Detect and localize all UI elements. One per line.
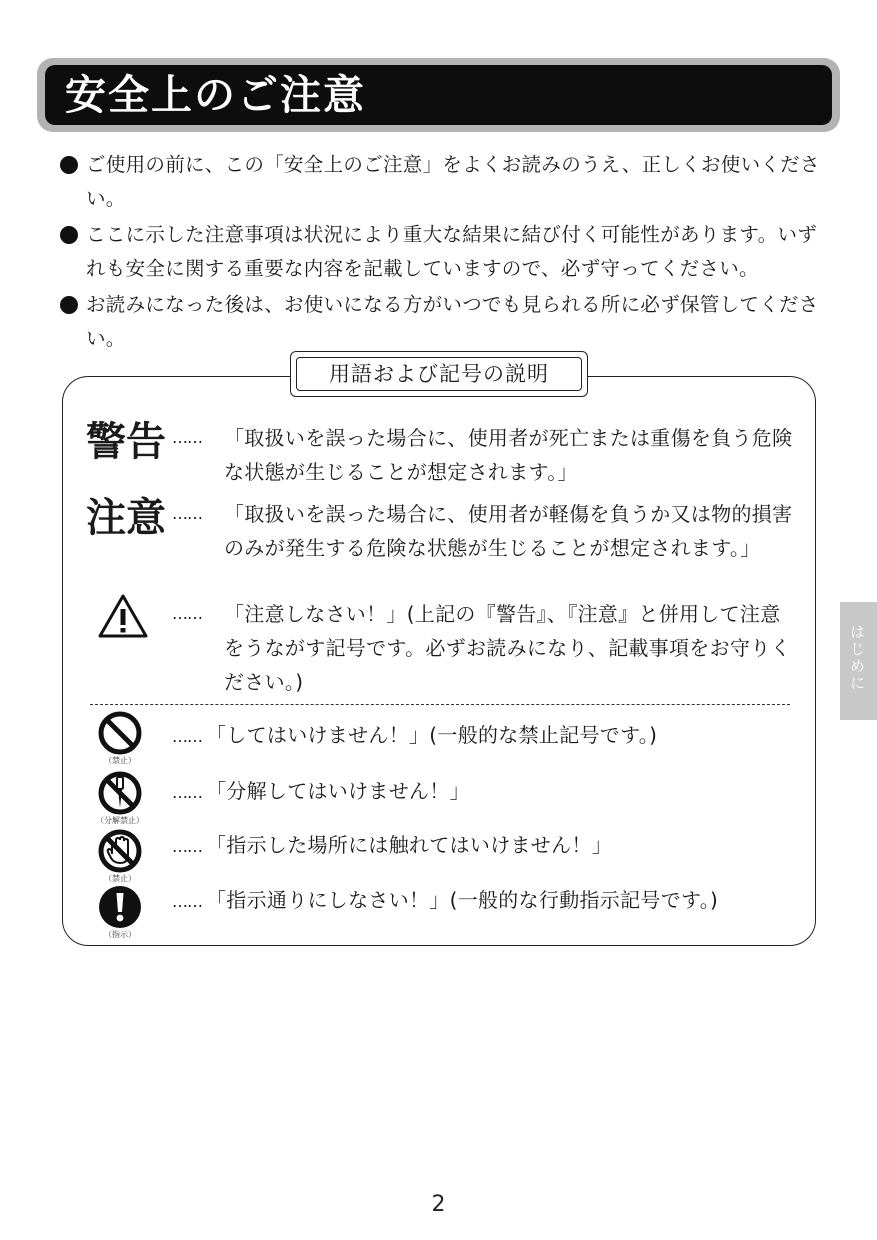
symbol-prohibition — [96, 710, 144, 765]
symbol-instruction — [96, 884, 144, 939]
leader-dots: …… — [172, 504, 202, 523]
symbol-definition — [172, 776, 470, 808]
prohibition-icon — [97, 710, 143, 756]
instruction-definition: 「指示通りにしなさい！」(一般的な行動指示記号です。) — [206, 888, 719, 912]
leader-dots: …… — [172, 892, 202, 911]
title-bar — [45, 65, 832, 125]
title-frame — [37, 58, 840, 132]
bullet-dot-icon — [60, 226, 78, 244]
side-tab-label: はじめに — [848, 624, 866, 692]
no-disassembly-icon — [97, 770, 143, 816]
no-touch-definition: 「指示した場所には触れてはいけません！」 — [206, 833, 612, 857]
symbol-caption: （指示） — [104, 930, 136, 939]
legend-title: 用語および記号の説明 — [296, 357, 582, 391]
symbol-caption: （禁止） — [104, 756, 136, 765]
page-title: 安全上のご注意 — [65, 71, 366, 119]
symbol-caption: （禁止） — [104, 874, 136, 883]
intro-bullet-list — [60, 148, 825, 358]
section-side-tab — [840, 602, 877, 720]
dashed-divider — [90, 704, 790, 705]
caution-label: 注意 — [86, 495, 166, 541]
bullet-dot-icon — [60, 296, 78, 314]
legend-header — [290, 351, 588, 397]
symbol-definition — [172, 720, 657, 752]
intro-bullet — [60, 218, 825, 286]
intro-bullet-text: ご使用の前に、この「安全上のご注意」をよくお読みのうえ、正しくお使いください。 — [86, 153, 820, 210]
leader-dots: …… — [172, 727, 202, 746]
warning-definition: 「取扱いを誤った場合に、使用者が死亡または重傷を負う危険な状態が生じることが想定されます。」 — [224, 426, 793, 484]
intro-bullet-text: ここに示した注意事項は状況により重大な結果に結び付く可能性があります。いずれも安全に関する重要な内容を記載していますので、必ず守ってください。 — [86, 223, 818, 280]
intro-bullet-text: お読みになった後は、お使いになる方がいつでも見られる所に必ず保管してください。 — [86, 293, 819, 350]
page-number: 2 — [431, 1192, 446, 1217]
warning-triangle-icon — [97, 593, 149, 643]
no-disassembly-definition: 「分解してはいけません！」 — [206, 779, 470, 803]
intro-bullet — [60, 148, 825, 216]
caution-definition: 「取扱いを誤った場合に、使用者が軽傷を負うか又は物的損害のみが発生する危険な状態が生じることが想定されます。」 — [224, 502, 793, 560]
symbol-caption: （分解禁止） — [96, 816, 144, 825]
caution-symbol-definition: 「注意しなさい！」(上記の『警告』、『注意』と併用して注意をうながす記号です。必ずお読みになり、記載事項をお守りください。) — [224, 602, 791, 694]
leader-dots: …… — [172, 604, 202, 623]
symbol-definition — [172, 830, 612, 862]
prohibition-definition: 「してはいけません！」(一般的な禁止記号です。) — [206, 723, 658, 747]
warning-label: 警告 — [86, 419, 166, 465]
bullet-dot-icon — [60, 156, 78, 174]
symbol-no-disassembly — [96, 770, 144, 825]
symbol-definition — [172, 885, 718, 917]
leader-dots: …… — [172, 783, 202, 802]
no-touch-icon — [97, 828, 143, 874]
leader-dots: …… — [172, 837, 202, 856]
intro-bullet — [60, 288, 825, 356]
symbol-no-touch — [96, 828, 144, 883]
leader-dots: …… — [172, 428, 202, 447]
instruction-icon — [97, 884, 143, 930]
